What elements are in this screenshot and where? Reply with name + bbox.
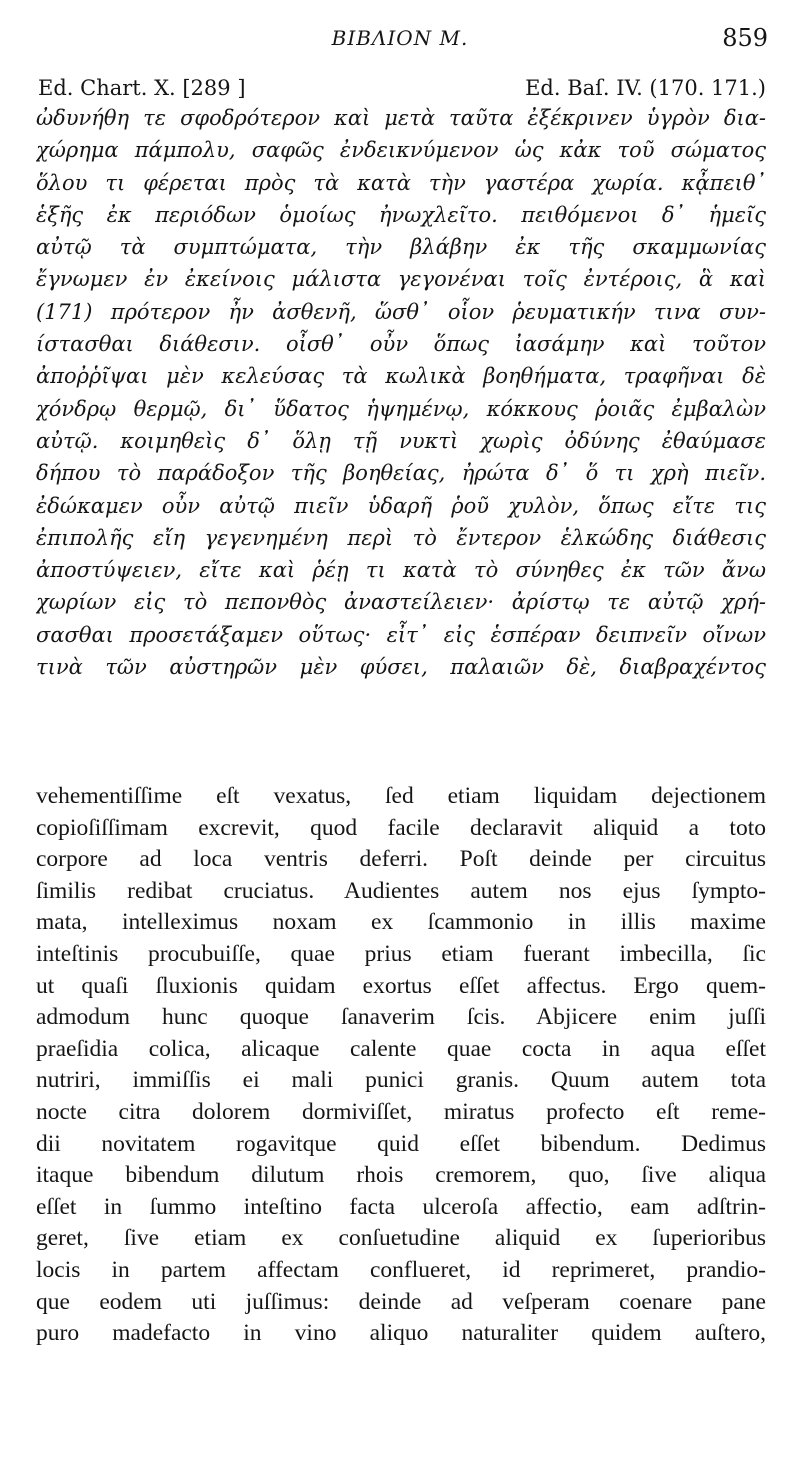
latin-text-line: ut quaſi ſluxionis quidam exortus eſſet affectus. Ergo quem- <box>36 972 766 999</box>
greek-text-line: ἀποστύψειεν, εἴτε καὶ ῥέῃ τι κατὰ τὸ σύνηθες ἐκ τῶν ἄνω <box>36 558 766 583</box>
latin-text-line: dii novitatem rogavitque quid eſſet bibendum. Dedimus <box>36 1130 766 1157</box>
greek-text-block <box>36 102 766 683</box>
latin-text-line: ſimilis redibat cruciatus. Audientes autem nos ejus ſympto- <box>36 877 766 904</box>
greek-text-line: ἑξῆς ἐκ περιόδων ὁμοίως ἠνωχλεῖτο. πειθόμενοι δ᾽ ἡμεῖς <box>36 202 766 227</box>
latin-text-line: vehementiſſime eſt vexatus, ſed etiam liquidam dejectionem <box>36 783 766 809</box>
edition-reference-right: Ed. Baſ. IV. (170. 171.) <box>525 76 766 100</box>
greek-text-line: ίστασθαι διάθεσιν. οἶσθ᾽ οὖν ὅπως ἰασάμην καὶ τοῦτον <box>36 332 766 357</box>
edition-reference-left: Ed. Chart. X. [289 ] <box>38 76 246 100</box>
latin-text-line: nutriri, immiſſis ei mali punici granis. Quum autem tota <box>36 1067 766 1094</box>
latin-text-block <box>36 781 766 1350</box>
greek-text-line: αὐτῷ. κοιμηθεὶς δ᾽ ὅλῃ τῇ νυκτὶ χωρὶς ὀδύνης ἐθαύμασε <box>36 428 766 453</box>
latin-text-line: que eodem uti juſſimus: deinde ad veſperam coenare pane <box>36 1288 766 1315</box>
greek-text-line: χώρημα πάμπολυ, σαφῶς ἐνδεικνύμενον ὡς κἀκ τοῦ σώματος <box>36 138 766 163</box>
greek-text-line: αὐτῷ τὰ συμπτώματα, τὴν βλάβην ἐκ τῆς σκαμμωνίας <box>36 235 766 260</box>
greek-text-line: χωρίων εἰς τὸ πεπονθὸς ἀναστείλειεν· ἀρίστῳ τε αὐτῷ χρή- <box>36 590 766 615</box>
latin-text-line: mata, intelleximus noxam ex ſcammonio in illis maxime <box>36 909 766 936</box>
greek-text-line: (171) πρότερον ἦν ἀσθενῆ, ὥσθ᾽ οἷον ῥευματικήν τινα συν- <box>36 299 766 324</box>
latin-text-line: itaque bibendum dilutum rhois cremorem, quo, ſive aliqua <box>36 1162 766 1189</box>
greek-text-line: ὠδυνήθη τε σφοδρότερον καὶ μετὰ ταῦτα ἐξέκρινεν ὑγρὸν δια- <box>36 106 766 130</box>
latin-text-line: admodum hunc quoque ſanaverim ſcis. Abjicere enim juſſi <box>36 1004 766 1031</box>
latin-text-line: praeſidia colica, alicaque calente quae cocta in aqua eſſet <box>36 1035 766 1062</box>
latin-text-line: nocte citra dolorem dormiviſſet, miratus profecto eſt reme- <box>36 1098 766 1125</box>
greek-text-line: δήπου τὸ παράδοξον τῆς βοηθείας, ἠρώτα δ᾽ ὅ τι χρὴ πιεῖν. <box>36 461 766 486</box>
running-head: BIBΛΙΟΝ Μ. <box>331 26 469 50</box>
greek-text-line: ἔγνωμεν ἐν ἐκείνοις μάλιστα γεγονέναι τοῖς ἐντέροις, ἃ καὶ <box>36 267 766 292</box>
latin-text-line: eſſet in ſummo inteſtino facta ulceroſa affectio, eam adſtrin- <box>36 1193 766 1220</box>
greek-text-line: ἐπιπολῆς εἴη γεγενημένη περὶ τὸ ἔντερον ἑλκώδης διάθεσις <box>36 525 766 550</box>
greek-text-line: τινὰ τῶν αὐστηρῶν μὲν φύσει, παλαιῶν δὲ, διαβραχέντος <box>36 655 766 680</box>
latin-text-line: locis in partem affectam conflueret, id reprimeret, prandio- <box>36 1256 766 1283</box>
latin-text-line: geret, ſive etiam ex conſuetudine aliquid ex ſuperioribus <box>36 1225 766 1252</box>
latin-text-line: copioſiſſimam excrevit, quod facile declaravit aliquid a toto <box>36 814 766 841</box>
latin-text-line: puro madefacto in vino aliquo naturaliter quidem auſtero, <box>36 1320 766 1347</box>
latin-text-line: inteſtinis procubuiſſe, quae prius etiam fuerant imbecilla, ſic <box>36 940 766 967</box>
greek-text-line: σασθαι προσετάξαμεν οὕτως· εἶτ᾽ εἰς ἑσπέραν δειπνεῖν οἴνων <box>36 622 766 647</box>
greek-text-line: ἐδώκαμεν οὖν αὐτῷ πιεῖν ὑδαρῆ ῥοῦ χυλὸν, ὅπως εἴτε τις <box>36 493 766 518</box>
latin-text-line: corpore ad loca ventris deferri. Poſt deinde per circuitus <box>36 846 766 873</box>
greek-text-line: χόνδρῳ θερμῷ, δι᾽ ὕδατος ἡψημένῳ, κόκκους ῥοιᾶς ἐμβαλὼν <box>36 396 766 421</box>
greek-text-line: ἀποῤῥῖψαι μὲν κελεύσας τὰ κωλικὰ βοηθήματα, τραφῆναι δὲ <box>36 364 766 389</box>
page-number: 859 <box>722 24 768 52</box>
greek-text-line: ὅλου τι φέρεται πρὸς τὰ κατὰ τὴν γαστέρα χωρία. κᾆπειθ᾽ <box>36 170 766 195</box>
